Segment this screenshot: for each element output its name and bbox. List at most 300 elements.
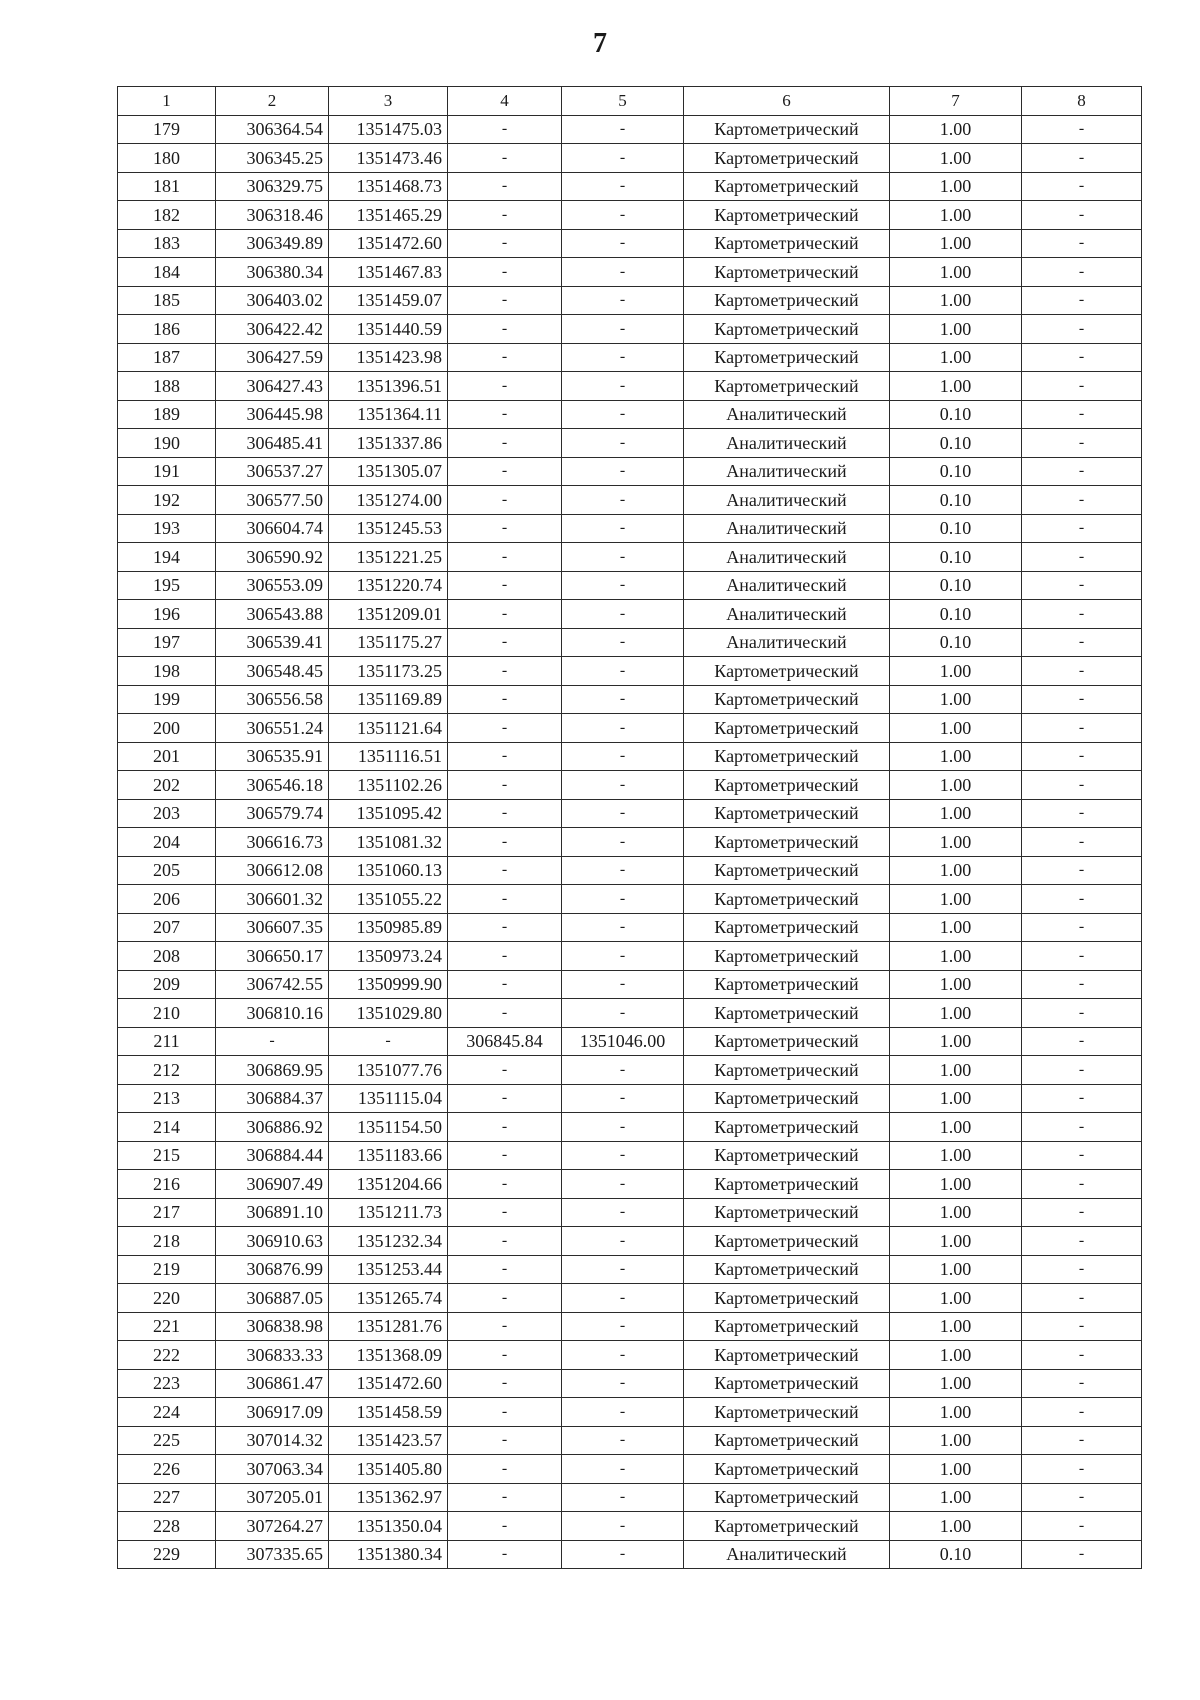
cell-coord-x: 306537.27 (216, 457, 329, 486)
cell-note: - (1022, 799, 1142, 828)
cell-accuracy: 1.00 (890, 742, 1022, 771)
cell-point-number: 207 (118, 913, 216, 942)
cell-method: Картометрический (684, 1284, 890, 1313)
cell-coord-x: 306810.16 (216, 999, 329, 1028)
cell-coord-x-new: - (448, 486, 562, 515)
cell-note: - (1022, 543, 1142, 572)
cell-accuracy: 1.00 (890, 1255, 1022, 1284)
cell-point-number: 210 (118, 999, 216, 1028)
table-row (118, 771, 1142, 800)
cell-coord-x: 307264.27 (216, 1512, 329, 1541)
cell-coord-x: 307014.32 (216, 1426, 329, 1455)
cell-coord-y-new: - (562, 742, 684, 771)
cell-coord-y: 1351458.59 (329, 1398, 448, 1427)
cell-coord-y-new: - (562, 1455, 684, 1484)
cell-coord-y: 1351281.76 (329, 1312, 448, 1341)
cell-method: Картометрический (684, 828, 890, 857)
column-header: 7 (890, 87, 1022, 116)
cell-coord-y-new: - (562, 628, 684, 657)
cell-coord-x: 306579.74 (216, 799, 329, 828)
cell-coord-y-new: - (562, 486, 684, 515)
cell-accuracy: 1.00 (890, 1455, 1022, 1484)
cell-point-number: 180 (118, 144, 216, 173)
cell-accuracy: 1.00 (890, 1170, 1022, 1199)
cell-method: Картометрический (684, 258, 890, 287)
cell-coord-x-new: - (448, 1084, 562, 1113)
cell-accuracy: 0.10 (890, 571, 1022, 600)
cell-method: Аналитический (684, 628, 890, 657)
cell-point-number: 200 (118, 714, 216, 743)
cell-coord-x-new: - (448, 628, 562, 657)
cell-coord-x: 306876.99 (216, 1255, 329, 1284)
cell-coord-x: 306887.05 (216, 1284, 329, 1313)
cell-accuracy: 0.10 (890, 514, 1022, 543)
cell-coord-x-new: - (448, 1369, 562, 1398)
cell-note: - (1022, 1170, 1142, 1199)
cell-method: Аналитический (684, 543, 890, 572)
cell-coord-x-new: - (448, 799, 562, 828)
cell-coord-y-new: - (562, 1341, 684, 1370)
cell-coord-x-new: - (448, 258, 562, 287)
cell-coord-y: 1351368.09 (329, 1341, 448, 1370)
cell-coord-x: 306884.44 (216, 1141, 329, 1170)
cell-method: Картометрический (684, 913, 890, 942)
cell-note: - (1022, 1398, 1142, 1427)
cell-point-number: 197 (118, 628, 216, 657)
cell-coord-x-new: - (448, 1170, 562, 1199)
cell-coord-x-new: - (448, 885, 562, 914)
cell-coord-y-new: - (562, 885, 684, 914)
cell-coord-x: 306884.37 (216, 1084, 329, 1113)
table-row (118, 1198, 1142, 1227)
cell-note: - (1022, 1255, 1142, 1284)
cell-coord-x-new: - (448, 514, 562, 543)
cell-coord-y-new: - (562, 1113, 684, 1142)
cell-point-number: 204 (118, 828, 216, 857)
cell-point-number: 193 (118, 514, 216, 543)
column-header: 4 (448, 87, 562, 116)
cell-point-number: 205 (118, 856, 216, 885)
cell-accuracy: 1.00 (890, 1084, 1022, 1113)
cell-coord-x-new: - (448, 1141, 562, 1170)
cell-coord-x-new: - (448, 1056, 562, 1085)
table-row (118, 742, 1142, 771)
cell-note: - (1022, 1512, 1142, 1541)
cell-note: - (1022, 258, 1142, 287)
cell-accuracy: 1.00 (890, 1341, 1022, 1370)
cell-method: Картометрический (684, 201, 890, 230)
cell-coord-y-new: 1351046.00 (562, 1027, 684, 1056)
cell-point-number: 203 (118, 799, 216, 828)
cell-coord-x: 306742.55 (216, 970, 329, 999)
cell-coord-y: 1351081.32 (329, 828, 448, 857)
table-row (118, 999, 1142, 1028)
table-row (118, 400, 1142, 429)
table-row (118, 571, 1142, 600)
cell-coord-x: 306869.95 (216, 1056, 329, 1085)
cell-coord-x-new: - (448, 315, 562, 344)
table-row (118, 799, 1142, 828)
cell-note: - (1022, 457, 1142, 486)
cell-coord-x-new: - (448, 1512, 562, 1541)
cell-coord-x: 307205.01 (216, 1483, 329, 1512)
cell-coord-y-new: - (562, 229, 684, 258)
cell-note: - (1022, 856, 1142, 885)
cell-point-number: 221 (118, 1312, 216, 1341)
cell-note: - (1022, 1141, 1142, 1170)
cell-accuracy: 1.00 (890, 1056, 1022, 1085)
cell-coord-x: 306553.09 (216, 571, 329, 600)
cell-coord-x: 306886.92 (216, 1113, 329, 1142)
cell-method: Картометрический (684, 1113, 890, 1142)
cell-coord-y-new: - (562, 1369, 684, 1398)
cell-method: Картометрический (684, 1312, 890, 1341)
cell-coord-y: 1351220.74 (329, 571, 448, 600)
cell-accuracy: 1.00 (890, 856, 1022, 885)
cell-note: - (1022, 628, 1142, 657)
cell-point-number: 201 (118, 742, 216, 771)
cell-accuracy: 1.00 (890, 1312, 1022, 1341)
cell-coord-x-new: - (448, 913, 562, 942)
cell-method: Картометрический (684, 115, 890, 144)
cell-coord-y: 1351305.07 (329, 457, 448, 486)
cell-coord-y-new: - (562, 600, 684, 629)
cell-coord-x-new: - (448, 400, 562, 429)
table-row (118, 942, 1142, 971)
cell-coord-x: 306422.42 (216, 315, 329, 344)
cell-coord-x: 306485.41 (216, 429, 329, 458)
cell-method: Картометрический (684, 1084, 890, 1113)
cell-note: - (1022, 657, 1142, 686)
cell-coord-y-new: - (562, 970, 684, 999)
cell-coord-x-new: - (448, 1198, 562, 1227)
cell-coord-y-new: - (562, 1255, 684, 1284)
cell-method: Картометрический (684, 172, 890, 201)
cell-note: - (1022, 1455, 1142, 1484)
cell-note: - (1022, 372, 1142, 401)
table-row (118, 1084, 1142, 1113)
cell-accuracy: 0.10 (890, 429, 1022, 458)
cell-point-number: 219 (118, 1255, 216, 1284)
table-row (118, 229, 1142, 258)
table-row (118, 201, 1142, 230)
cell-coord-y-new: - (562, 1284, 684, 1313)
cell-coord-y: 1351221.25 (329, 543, 448, 572)
cell-coord-x: 306861.47 (216, 1369, 329, 1398)
cell-coord-y-new: - (562, 1198, 684, 1227)
table-row (118, 1483, 1142, 1512)
cell-coord-y-new: - (562, 1227, 684, 1256)
cell-coord-y-new: - (562, 258, 684, 287)
cell-note: - (1022, 315, 1142, 344)
cell-coord-x-new: - (448, 657, 562, 686)
cell-coord-x: 306616.73 (216, 828, 329, 857)
cell-coord-y: 1351423.57 (329, 1426, 448, 1455)
cell-method: Аналитический (684, 457, 890, 486)
cell-coord-x-new: - (448, 1227, 562, 1256)
cell-accuracy: 1.00 (890, 343, 1022, 372)
cell-coord-y: 1351102.26 (329, 771, 448, 800)
cell-coord-x: 306577.50 (216, 486, 329, 515)
cell-method: Картометрический (684, 1027, 890, 1056)
cell-accuracy: 0.10 (890, 628, 1022, 657)
cell-coord-y: 1351245.53 (329, 514, 448, 543)
cell-point-number: 212 (118, 1056, 216, 1085)
cell-coord-y-new: - (562, 657, 684, 686)
cell-accuracy: 1.00 (890, 1113, 1022, 1142)
cell-accuracy: 1.00 (890, 799, 1022, 828)
cell-coord-x: 306445.98 (216, 400, 329, 429)
cell-coord-y-new: - (562, 571, 684, 600)
cell-coord-x: 306539.41 (216, 628, 329, 657)
cell-coord-x-new: - (448, 828, 562, 857)
cell-accuracy: 1.00 (890, 942, 1022, 971)
cell-coord-x-new: - (448, 1284, 562, 1313)
cell-method: Аналитический (684, 514, 890, 543)
cell-accuracy: 1.00 (890, 714, 1022, 743)
cell-note: - (1022, 571, 1142, 600)
cell-method: Аналитический (684, 429, 890, 458)
cell-point-number: 187 (118, 343, 216, 372)
cell-note: - (1022, 286, 1142, 315)
cell-coord-x-new: - (448, 571, 562, 600)
cell-method: Аналитический (684, 1540, 890, 1569)
cell-coord-y-new: - (562, 828, 684, 857)
cell-note: - (1022, 885, 1142, 914)
cell-point-number: 222 (118, 1341, 216, 1370)
coordinates-table (117, 86, 1142, 1569)
cell-coord-y-new: - (562, 343, 684, 372)
cell-coord-y: 1351423.98 (329, 343, 448, 372)
cell-note: - (1022, 714, 1142, 743)
cell-coord-x-new: - (448, 771, 562, 800)
table-row (118, 1056, 1142, 1085)
table-row (118, 856, 1142, 885)
cell-point-number: 192 (118, 486, 216, 515)
cell-accuracy: 1.00 (890, 685, 1022, 714)
cell-note: - (1022, 514, 1142, 543)
cell-method: Картометрический (684, 799, 890, 828)
cell-point-number: 199 (118, 685, 216, 714)
cell-accuracy: 1.00 (890, 172, 1022, 201)
table-row (118, 1170, 1142, 1199)
cell-point-number: 220 (118, 1284, 216, 1313)
cell-coord-y-new: - (562, 144, 684, 173)
cell-accuracy: 1.00 (890, 115, 1022, 144)
column-header: 2 (216, 87, 329, 116)
cell-accuracy: 1.00 (890, 315, 1022, 344)
cell-note: - (1022, 1227, 1142, 1256)
cell-note: - (1022, 1027, 1142, 1056)
table-row (118, 343, 1142, 372)
table-row (118, 172, 1142, 201)
cell-coord-x: 306910.63 (216, 1227, 329, 1256)
cell-coord-x: 306403.02 (216, 286, 329, 315)
cell-coord-x-new: - (448, 1398, 562, 1427)
cell-coord-x: 306427.59 (216, 343, 329, 372)
cell-note: - (1022, 913, 1142, 942)
cell-accuracy: 1.00 (890, 657, 1022, 686)
cell-point-number: 217 (118, 1198, 216, 1227)
cell-coord-y: 1351467.83 (329, 258, 448, 287)
cell-accuracy: 0.10 (890, 1540, 1022, 1569)
cell-coord-y-new: - (562, 799, 684, 828)
cell-coord-x-new: - (448, 600, 562, 629)
table-row (118, 685, 1142, 714)
table-row (118, 1455, 1142, 1484)
cell-point-number: 184 (118, 258, 216, 287)
cell-note: - (1022, 400, 1142, 429)
table-row (118, 514, 1142, 543)
cell-note: - (1022, 343, 1142, 372)
cell-note: - (1022, 1483, 1142, 1512)
cell-coord-x-new: - (448, 970, 562, 999)
cell-coord-y-new: - (562, 685, 684, 714)
column-header: 5 (562, 87, 684, 116)
table-row (118, 1512, 1142, 1541)
cell-accuracy: 1.00 (890, 144, 1022, 173)
cell-coord-y-new: - (562, 856, 684, 885)
cell-point-number: 215 (118, 1141, 216, 1170)
cell-coord-y-new: - (562, 400, 684, 429)
cell-coord-y-new: - (562, 115, 684, 144)
cell-note: - (1022, 201, 1142, 230)
cell-accuracy: 1.00 (890, 1284, 1022, 1313)
cell-note: - (1022, 685, 1142, 714)
cell-method: Картометрический (684, 942, 890, 971)
table-row (118, 1312, 1142, 1341)
cell-coord-x-new: - (448, 457, 562, 486)
cell-coord-y: 1350973.24 (329, 942, 448, 971)
cell-method: Аналитический (684, 571, 890, 600)
cell-accuracy: 1.00 (890, 1227, 1022, 1256)
cell-method: Картометрический (684, 1455, 890, 1484)
cell-coord-x-new: 306845.84 (448, 1027, 562, 1056)
cell-method: Картометрический (684, 1512, 890, 1541)
cell-coord-x: 306556.58 (216, 685, 329, 714)
table-row (118, 486, 1142, 515)
cell-point-number: 228 (118, 1512, 216, 1541)
cell-note: - (1022, 1312, 1142, 1341)
cell-point-number: 209 (118, 970, 216, 999)
table-row (118, 628, 1142, 657)
table-row (118, 315, 1142, 344)
cell-point-number: 224 (118, 1398, 216, 1427)
cell-note: - (1022, 1369, 1142, 1398)
cell-coord-y: 1351350.04 (329, 1512, 448, 1541)
table-row (118, 600, 1142, 629)
cell-point-number: 182 (118, 201, 216, 230)
cell-coord-y: 1351211.73 (329, 1198, 448, 1227)
cell-method: Картометрический (684, 742, 890, 771)
cell-coord-y-new: - (562, 429, 684, 458)
cell-method: Картометрический (684, 1056, 890, 1085)
cell-coord-x: 306833.33 (216, 1341, 329, 1370)
table-row (118, 1255, 1142, 1284)
cell-coord-x-new: - (448, 1113, 562, 1142)
cell-coord-x-new: - (448, 172, 562, 201)
cell-accuracy: 1.00 (890, 229, 1022, 258)
cell-coord-y-new: - (562, 1084, 684, 1113)
cell-note: - (1022, 1426, 1142, 1455)
cell-method: Картометрический (684, 999, 890, 1028)
cell-method: Картометрический (684, 286, 890, 315)
cell-accuracy: 1.00 (890, 885, 1022, 914)
cell-method: Аналитический (684, 600, 890, 629)
cell-coord-y-new: - (562, 172, 684, 201)
cell-coord-y: 1351060.13 (329, 856, 448, 885)
cell-method: Картометрический (684, 1255, 890, 1284)
cell-coord-y-new: - (562, 999, 684, 1028)
cell-coord-y-new: - (562, 201, 684, 230)
cell-coord-x: 306607.35 (216, 913, 329, 942)
cell-coord-x-new: - (448, 1312, 562, 1341)
cell-point-number: 213 (118, 1084, 216, 1113)
cell-accuracy: 1.00 (890, 913, 1022, 942)
cell-accuracy: 1.00 (890, 1369, 1022, 1398)
cell-coord-y: 1351473.46 (329, 144, 448, 173)
cell-note: - (1022, 172, 1142, 201)
cell-coord-y-new: - (562, 1312, 684, 1341)
cell-coord-x: 306590.92 (216, 543, 329, 572)
cell-method: Картометрический (684, 885, 890, 914)
cell-coord-x-new: - (448, 343, 562, 372)
cell-coord-y: 1351265.74 (329, 1284, 448, 1313)
table-row (118, 1426, 1142, 1455)
cell-coord-y: 1351204.66 (329, 1170, 448, 1199)
cell-coord-x-new: - (448, 1426, 562, 1455)
cell-method: Картометрический (684, 343, 890, 372)
table-row (118, 457, 1142, 486)
cell-point-number: 189 (118, 400, 216, 429)
cell-note: - (1022, 999, 1142, 1028)
table-row (118, 1398, 1142, 1427)
cell-coord-x: 306650.17 (216, 942, 329, 971)
cell-coord-y: - (329, 1027, 448, 1056)
cell-coord-y: 1351362.97 (329, 1483, 448, 1512)
cell-coord-x: 306604.74 (216, 514, 329, 543)
cell-coord-y: 1351465.29 (329, 201, 448, 230)
cell-accuracy: 1.00 (890, 1198, 1022, 1227)
table-body (118, 87, 1142, 1569)
cell-coord-x: 306329.75 (216, 172, 329, 201)
column-header: 6 (684, 87, 890, 116)
cell-coord-y-new: - (562, 771, 684, 800)
cell-coord-x: 306380.34 (216, 258, 329, 287)
cell-note: - (1022, 144, 1142, 173)
table-row (118, 258, 1142, 287)
cell-method: Картометрический (684, 372, 890, 401)
cell-coord-x: 306891.10 (216, 1198, 329, 1227)
page-number: 7 (593, 28, 607, 59)
cell-coord-y: 1350985.89 (329, 913, 448, 942)
cell-note: - (1022, 1540, 1142, 1569)
cell-note: - (1022, 115, 1142, 144)
cell-coord-x: 306535.91 (216, 742, 329, 771)
cell-coord-x-new: - (448, 685, 562, 714)
cell-coord-y: 1351472.60 (329, 1369, 448, 1398)
cell-note: - (1022, 1284, 1142, 1313)
cell-coord-y-new: - (562, 1141, 684, 1170)
cell-coord-y: 1351364.11 (329, 400, 448, 429)
table-row (118, 1369, 1142, 1398)
cell-coord-y: 1351232.34 (329, 1227, 448, 1256)
cell-coord-y: 1351175.27 (329, 628, 448, 657)
cell-method: Картометрический (684, 144, 890, 173)
cell-accuracy: 1.00 (890, 286, 1022, 315)
cell-accuracy: 1.00 (890, 771, 1022, 800)
cell-coord-x: 306427.43 (216, 372, 329, 401)
